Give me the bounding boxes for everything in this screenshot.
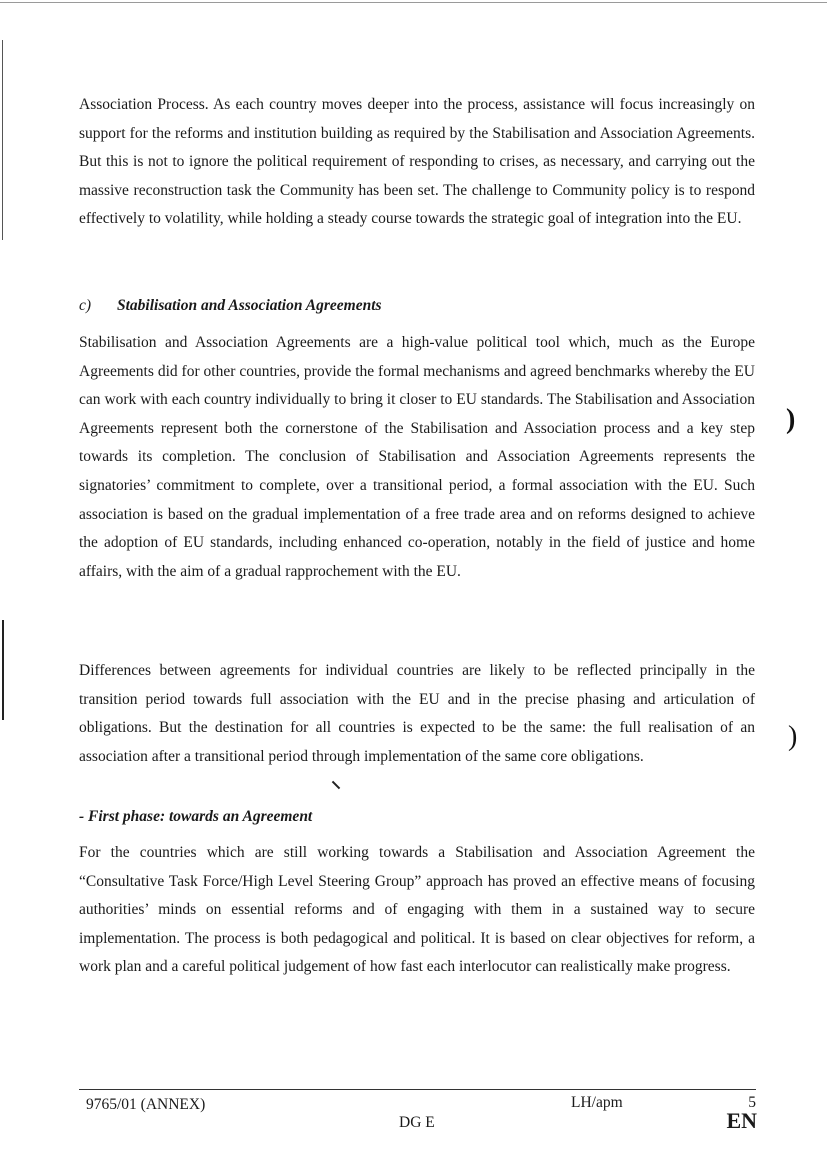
stray-tick-mark (332, 781, 340, 789)
margin-bracket-mark: ) (786, 404, 796, 435)
footer-rule (79, 1089, 756, 1090)
footer-page-number: 5 (748, 1094, 756, 1111)
section-c-paragraph-1: Stabilisation and Association Agreements are a high-value political tool which, much as the Europe Agreements did for other countries, provide the formal mechanisms and agreed benchmarks whereby the EU can work with each country individually to bring it closer to EU standards. The Stabilisation and Association Agreements represent both the cornerstone of the Stabilisation and Association process and a key step towards its completion. The conclusion of Stabilisation and Association Agreements represents the signatories’ commitment to complete, over a transitional period, a formal association with the EU. Such association is based on the gradual implementation of a free trade area and on reforms designed to achieve the adoption of EU standards, including enhanced co-operation, notably in the field of justice and home affairs, with the aim of a gradual rapprochement with the EU. (79, 334, 755, 580)
left-scan-edge (2, 40, 3, 240)
top-scan-edge (0, 2, 827, 3)
margin-bracket-mark: ) (788, 721, 798, 752)
left-scan-edge (2, 620, 4, 720)
footer-department: DG E (399, 1114, 435, 1131)
first-phase-heading: - First phase: towards an Agreement (79, 808, 313, 825)
first-phase-paragraph: For the countries which are still working towards a Stabilisation and Association Agreement the “Consultative Task Force/High Level Steering Group” approach has proved an effective means of focusing authorities’ minds on essential reforms and of engaging with them in a sustained way to secure implementation. The process is both pedagogical and political. It is based on clear objectives for reform, a work plan and a careful political judgement of how fast each interlocutor can realistically make progress. (79, 844, 755, 976)
intro-paragraph: Association Process. As each country moves deeper into the process, assistance will focus increasingly on support for the reforms and institution building as required by the Stabilisation and Association Agreements. But this is not to ignore the political requirement of responding to crises, as necessary, and carrying out the massive reconstruction task the Community has been set. The challenge to Community policy is to respond effectively to volatility, while holding a steady course towards the strategic goal of integration into the EU. (79, 96, 755, 228)
section-c-paragraph-2: Differences between agreements for individual countries are likely to be reflected principally in the transition period towards full association with the EU and in the precise phasing and articulation of obligations. But the destination for all countries is expected to be the same: the full realisation of an association after a transitional period through implementation of the same core obligations. (79, 662, 755, 765)
section-c-heading (79, 297, 382, 315)
footer-doc-ref: 9765/01 (ANNEX) (86, 1096, 206, 1113)
footer-language-code: EN (726, 1108, 757, 1133)
section-c-index: c) (79, 297, 92, 314)
section-c-title: Stabilisation and Association Agreements (117, 297, 382, 314)
footer-initials: LH/apm (571, 1094, 623, 1111)
